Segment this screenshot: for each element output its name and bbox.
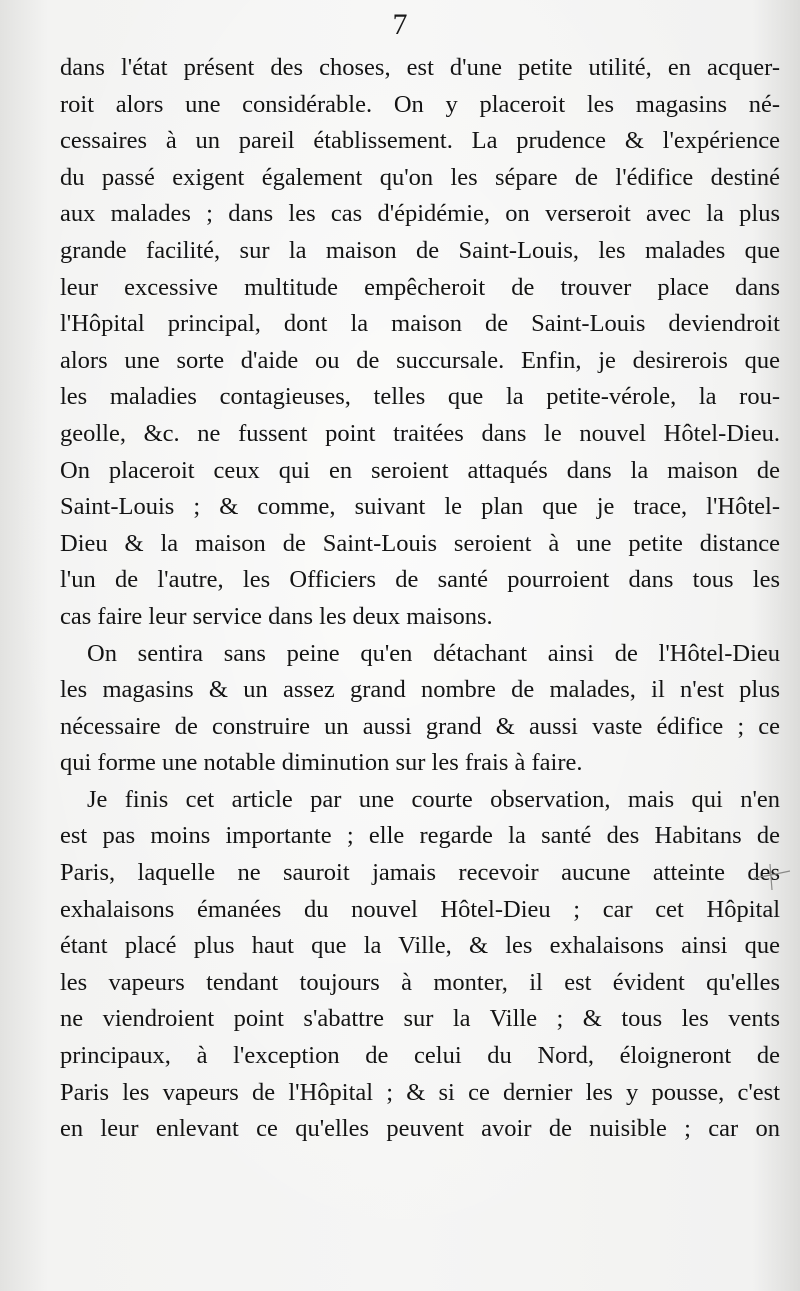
text-line: Paris les vapeurs de l'Hôpital ; & si ce dernier les y pousse, c'est — [60, 1078, 780, 1106]
text-line: nécessaire de construire un aussi grand & aussi vaste édifice ; ce — [60, 712, 780, 740]
text-line: est pas moins importante ; elle regarde la santé des Habitans de — [60, 822, 780, 850]
text-line: Paris, laquelle ne sauroit jamais recevoir aucune atteinte des — [60, 859, 780, 887]
text-line: qui forme une notable diminution sur les frais à faire. — [60, 749, 583, 777]
text-line: On placeroit ceux qui en seroient attaqués dans la maison de — [60, 456, 780, 484]
text-line: les vapeurs tendant toujours à monter, il est évident qu'elles — [60, 968, 780, 996]
text-line: geolle, &c. ne fussent point traitées dans le nouvel Hôtel-Dieu. — [60, 419, 780, 447]
paragraph-public-health — [60, 782, 780, 1148]
text-line: Dieu & la maison de Saint-Louis seroient à une petite distance — [60, 529, 780, 557]
text-line: cessaires à un pareil établissement. La prudence & l'expérience — [60, 127, 780, 155]
text-line: principaux, à l'exception de celui du Nord, éloigneront de — [60, 1042, 780, 1070]
margin-pen-mark — [752, 862, 792, 892]
text-line: grande facilité, sur la maison de Saint-Louis, les malades que — [60, 236, 780, 264]
text-line: étant placé plus haut que la Ville, & les exhalaisons ainsi que — [60, 932, 780, 960]
text-line: l'un de l'autre, les Officiers de santé pourroient dans tous les — [60, 566, 780, 594]
text-line: leur excessive multitude empêcheroit de trouver place dans — [60, 273, 780, 301]
text-line: dans l'état présent des choses, est d'une petite utilité, en acquer- — [60, 54, 780, 81]
paragraph-hospital-annex — [60, 50, 780, 636]
text-line: alors une sorte d'aide ou de succursale. Enfin, je desirerois que — [60, 346, 780, 374]
text-line: l'Hôpital principal, dont la maison de Saint-Louis deviendroit — [60, 310, 780, 338]
text-line: On sentira sans peine qu'en détachant ainsi de l'Hôtel-Dieu — [87, 639, 780, 667]
text-line: les maladies contagieuses, telles que la petite-vérole, la rou- — [60, 383, 780, 411]
text-line: les magasins & un assez grand nombre de malades, il n'est plus — [60, 676, 780, 704]
text-line: exhalaisons émanées du nouvel Hôtel-Dieu ; car cet Hôpital — [60, 895, 780, 923]
text-line: Je finis cet article par une courte observation, mais qui n'en — [87, 785, 780, 813]
text-line: roit alors une considérable. On y placeroit les magasins né- — [60, 90, 780, 118]
text-line: cas faire leur service dans les deux maisons. — [60, 602, 493, 630]
body-text — [60, 50, 780, 1148]
text-line: Saint-Louis ; & comme, suivant le plan que je trace, l'Hôtel- — [60, 493, 780, 521]
text-line: du passé exigent également qu'on les sépare de l'édifice destiné — [60, 163, 780, 191]
paragraph-smaller-building — [60, 636, 780, 782]
text-line: ne viendroient point s'abattre sur la Ville ; & tous les vents — [60, 1005, 780, 1033]
text-line: en leur enlevant ce qu'elles peuvent avoir de nuisible ; car on — [60, 1115, 780, 1143]
text-line: aux malades ; dans les cas d'épidémie, on verseroit avec la plus — [60, 200, 780, 228]
page-number: 7 — [392, 8, 408, 41]
